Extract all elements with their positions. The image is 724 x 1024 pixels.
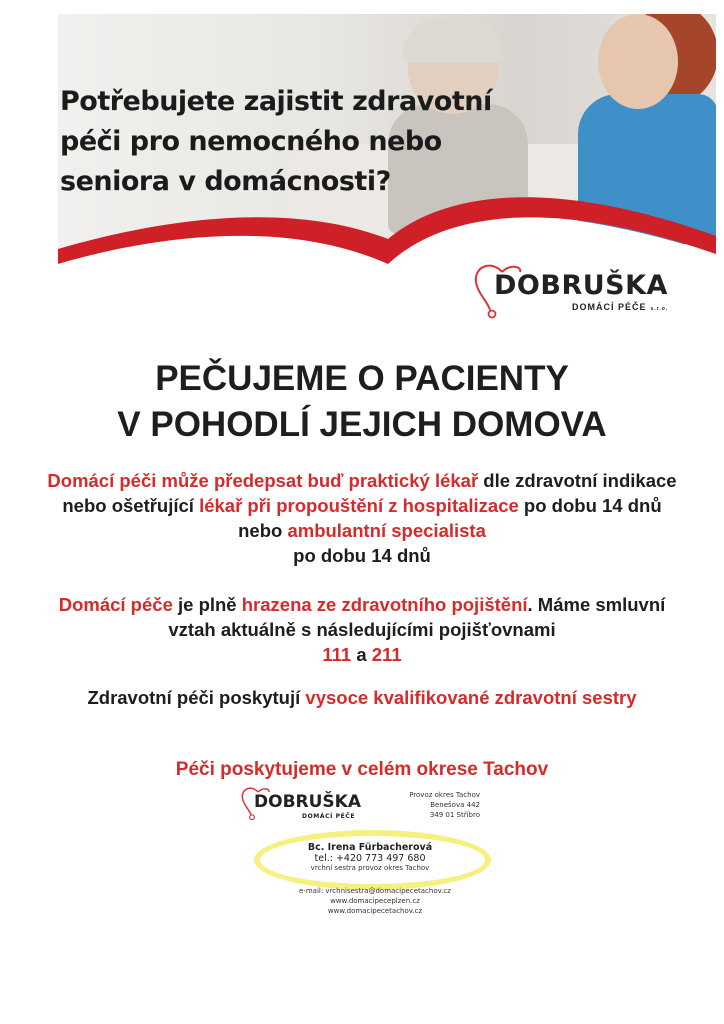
company-logo <box>472 262 669 327</box>
person-name: Bc. Irena Fürbacherová <box>307 842 433 853</box>
contact-links <box>240 886 510 916</box>
text-red: Domácí péče <box>58 594 173 615</box>
text: Zdravotní péči poskytují <box>87 687 306 708</box>
text: a <box>351 644 372 665</box>
region-paragraph: Péči poskytujeme v celém okrese Tachov <box>175 759 549 780</box>
phone: tel.: +420 773 497 680 <box>314 853 426 864</box>
text: dle zdravotní indikace nebo ošetřující <box>62 470 677 516</box>
address-line: Provoz okres Tachov <box>409 791 480 799</box>
logo-subtitle <box>572 302 668 312</box>
address <box>409 790 480 820</box>
text: po dobu 14 dnů nebo <box>238 495 662 541</box>
text-red: Domácí péči může předepsat buď praktický lékař <box>47 470 479 491</box>
text-red: lékař při propouštění z hospitalizace <box>199 495 519 516</box>
text: je plně <box>172 594 242 615</box>
text-red: 111 <box>322 644 352 665</box>
contact-person <box>240 842 500 872</box>
insurance-paragraph <box>40 592 684 667</box>
card-logo-subtitle: DOMÁCÍ PÉČE <box>302 813 356 820</box>
staff-paragraph <box>40 685 684 710</box>
job-title: vrchní sestra provoz okres Tachov <box>310 864 430 872</box>
hero-title <box>60 82 492 202</box>
email: e-mail: vrchnisestra@domacipecetachov.cz <box>299 887 451 895</box>
hero-title-line: seniora v domácnosti? <box>60 166 391 197</box>
hero-title-line: Potřebujete zajistit zdravotní <box>60 86 492 117</box>
address-line: 349 01 Stříbro <box>429 811 480 819</box>
text: . Máme smluvní vztah aktuálně s následujícími pojišťovnami <box>168 594 666 640</box>
logo-subtitle-text: DOMÁCÍ PÉČE <box>572 302 647 312</box>
business-card <box>240 786 510 926</box>
hero-banner <box>58 14 716 314</box>
headline-line: V POHODLÍ JEJICH DOMOVA <box>117 405 607 444</box>
text-red: 211 <box>371 644 402 665</box>
address-line: Benešova 442 <box>430 801 480 809</box>
text-red: ambulantní specialista <box>287 520 486 541</box>
logo-suffix: s.r.o. <box>650 306 669 312</box>
website: www.domacipecetachov.cz <box>327 907 423 915</box>
website: www.domacipeceplzen.cz <box>330 897 420 905</box>
headline-line: PEČUJEME O PACIENTY <box>155 359 569 398</box>
text: po dobu 14 dnů <box>293 545 431 566</box>
card-logo <box>240 786 361 826</box>
logo-wordmark: DOBRUŠKA <box>494 270 668 301</box>
text-red: vysoce kvalifikované zdravotní sestry <box>305 687 637 708</box>
text-red: hrazena ze zdravotního pojištění <box>241 594 528 615</box>
hero-title-line: péči pro nemocného nebo <box>60 126 442 157</box>
card-logo-wordmark: DOBRUŠKA <box>254 792 361 812</box>
prescription-paragraph <box>40 468 684 568</box>
main-headline <box>0 356 724 448</box>
